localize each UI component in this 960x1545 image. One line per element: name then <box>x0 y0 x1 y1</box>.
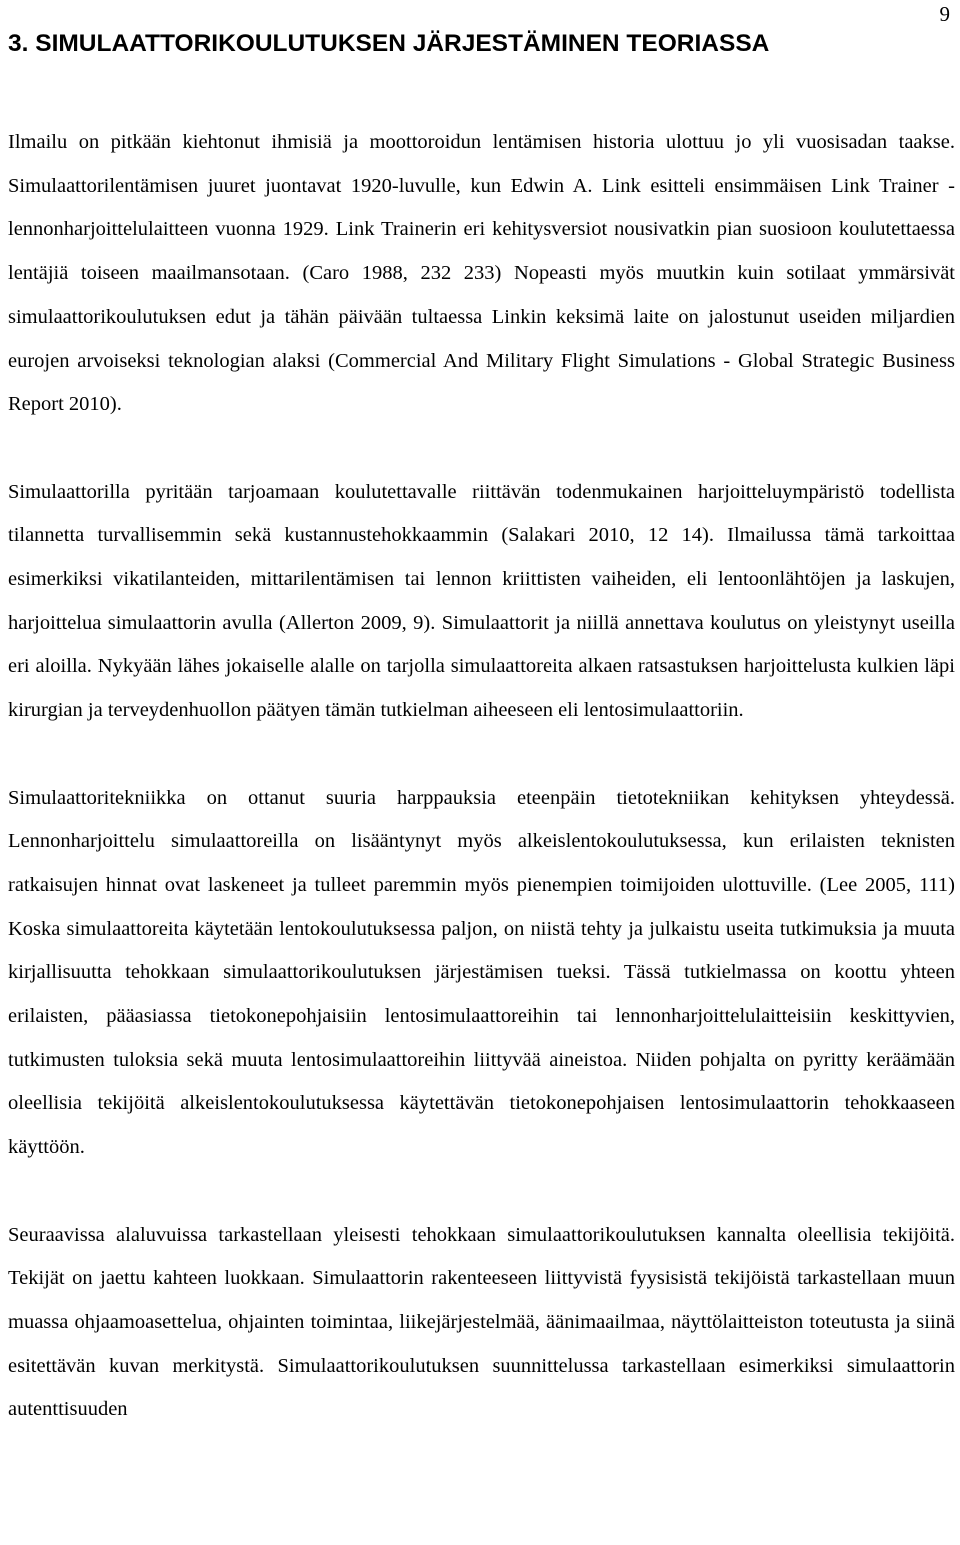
body-text <box>8 121 955 1432</box>
paragraph-history: Ilmailu on pitkään kiehtonut ihmisiä ja moottoroidun lentämisen historia ulottuu jo yli vuosisadan taakse. Simulaattorilentämisen juuret juontavat 1920-luvulle, kun Edwin A. Link esitteli ensimmäisen Link Trainer -lennonharjoittelulaitteen vuonna 1929. Link Trainerin eri kehitysversiot nousivatkin pian suosioon koulutettaessa lentäjiä toiseen maailmansotaan. (Caro 1988, 232 233) Nopeasti myös muutkin kuin sotilaat ymmärsivät simulaattorikoulutuksen edut ja tähän päivään tultaessa Linkin keksimä laite on jalostunut useiden miljardien eurojen arvoiseksi teknologian alaksi (Commercial And Military Flight Simulations - Global Strategic Business Report 2010). <box>8 131 955 416</box>
paragraph-chapter-outline: Seuraavissa alaluvuissa tarkastellaan yleisesti tehokkaan simulaattorikoulutuksen kannalta oleellisia tekijöitä. Tekijät on jaettu kahteen luokkaan. Simulaattorin rakenteeseen liittyvistä fyysisistä tekijöistä tarkastellaan muun muassa ohjaamoasettelua, ohjainten toimintaa, liikejärjestelmää, äänimaailmaa, näyttölaitteiston toteutusta ja siinä esitettävän kuvan merkitystä. Simulaattorikoulutuksen suunnittelussa tarkastellaan esimerkiksi simulaattorin autenttisuuden <box>8 1223 955 1421</box>
paragraph-simulator-purpose: Simulaattorilla pyritään tarjoamaan koulutettavalle riittävän todenmukainen harjoitteluympäristö todellista tilannetta turvallisemmin sekä kustannustehokkaammin (Salakari 2010, 12 14). Ilmailussa tämä tarkoittaa esimerkiksi vikatilanteiden, mittarilentämisen tai lennon kriittisten vaiheiden, eli lentoonlähtöjen ja laskujen, harjoittelua simulaattorin avulla (Allerton 2009, 9). Simulaattorit ja niillä annettava koulutus on yleistynyt useilla eri aloilla. Nykyään lähes jokaiselle alalle on tarjolla simulaattoreita alkaen ratsastuksen harjoittelusta kulkien läpi kirurgian ja terveydenhuollon päätyen tämän tutkielman aiheeseen eli lentosimulaattoriin. <box>8 480 955 722</box>
page-number: 9 <box>939 2 950 26</box>
section-heading: 3. SIMULAATTORIKOULUTUKSEN JÄRJESTÄMINEN TEORIASSA <box>8 30 770 57</box>
paragraph-simulator-technology: Simulaattoritekniikka on ottanut suuria harppauksia eteenpäin tietotekniikan kehityksen yhteydessä. Lennonharjoittelu simulaattoreilla on lisääntynyt myös alkeislentokoulutuksessa, kun erilaisten teknisten ratkaisujen hinnat ovat laskeneet ja tulleet paremmin myös pienempien toimijoiden ulottuville. (Lee 2005, 111) Koska simulaattoreita käytetään lentokoulutuksessa paljon, on niistä tehty ja julkaistu useita tutkimuksia ja muuta kirjallisuutta tehokkaan simulaattorikoulutuksen järjestämisen tueksi. Tässä tutkielmassa on koottu yhteen erilaisten, pääasiassa tietokonepohjaisiin lentosimulaattoreihin tai lennonharjoittelulaitteisiin keskittyvien, tutkimusten tuloksia sekä muuta lentosimulaattoreihin liittyvää aineistoa. Niiden pohjalta on pyritty keräämään oleellisia tekijöitä alkeislentokoulutuksessa käytettävän tietokonepohjaisen lentosimulaattorin tehokkaaseen käyttöön. <box>8 786 955 1159</box>
